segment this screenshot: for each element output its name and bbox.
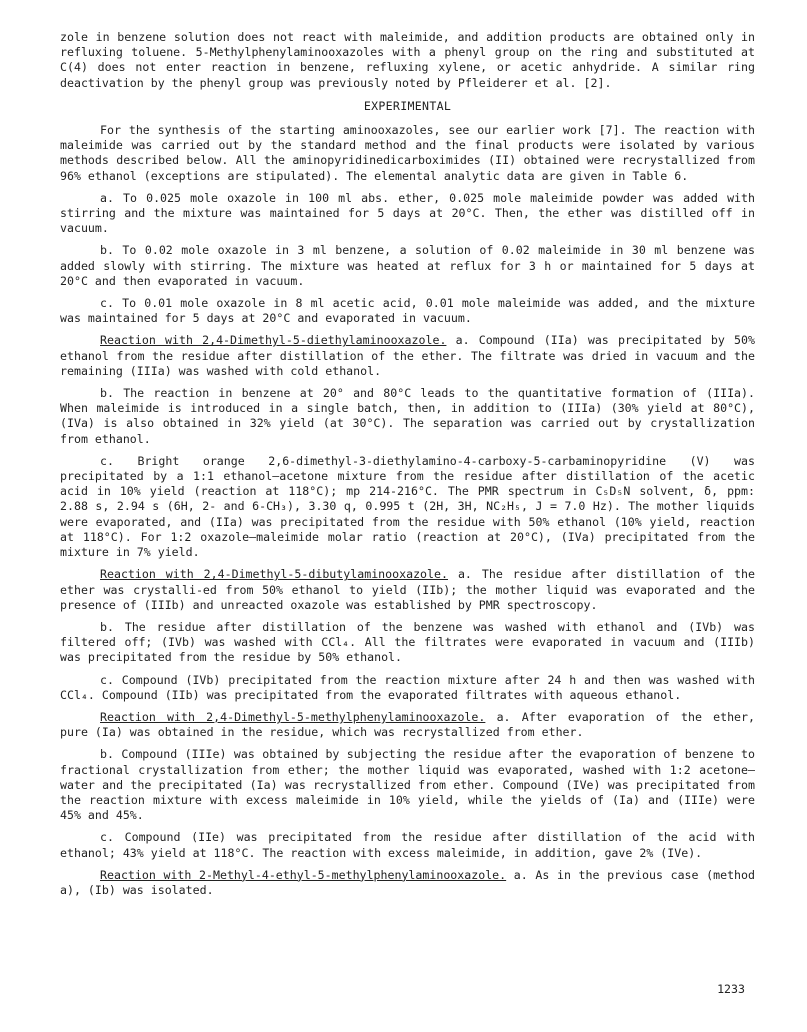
method-a-paragraph: a. To 0.025 mole oxazole in 100 ml abs. ether, 0.025 mole maleimide powder was added with stirring and the mixture was maintained for 5 days at 20°C. Then, the ether was distilled off in vacuum. [60,190,755,236]
method-b-paragraph: b. To 0.02 mole oxazole in 3 ml benzene, a solution of 0.02 maleimide in 30 ml benzene was added slowly with stirring. The mixture was heated at reflux for 3 h or maintained for 5 days at 20°C and then evaporated in vacuum. [60,243,755,288]
synthesis-paragraph: For the synthesis of the starting aminooxazoles, see our earlier work [7]. The reaction with maleimide was carried out by the standard method and the final products were isolated by various methods described below. All the aminopyridinedicarboximides (II) obtained were recrystallized from 96% ethanol (exceptions are stipulated). The elemental analytic data are given in Table 6. [60,123,755,183]
methylphenylamino-a-paragraph [60,710,755,740]
diethylamino-subheading: Reaction with 2,4-Dimethyl-5-diethylaminooxazole. [100,333,447,348]
ethyl-methylphenylamino-subheading: Reaction with 2-Methyl-4-ethyl-5-methylphenylaminooxazole. [100,867,507,882]
dibutylamino-b-paragraph: b. The residue after distillation of the benzene was washed with ethanol and (IVb) was filtered off; (IVb) was washed with CCl₄. All the filtrates were evaporated in vacuum and (IIIb) was precipitated from the residue by 50% ethanol. [60,619,755,665]
diethylamino-c-paragraph: c. Bright orange 2,6-dimethyl-3-diethylamino-4-carboxy-5-carbaminopyridine (V) was precipitated by a 1:1 ethanol—acetone mixture from the residue after distillation of the acetic acid in 10% yield (reaction at 118°C); mp 214-216°C. The PMR spectrum in C₅D₅N solvent, δ, ppm: 2.88 s, 2.94 s (6H, 2- and 6-CH₃), 3.30 q, 0.995 t (2H, 3H, NC₂H₅, J = 7.0 Hz). The mother liquids were evaporated, and (IIa) was precipitated from the residue with 50% ethanol (10% yield, reaction at 118°C). For 1:2 oxazole—maleimide molar ratio (reaction at 20°C), (IVa) precipitated from the mixture in 7% yield. [60,453,755,560]
dibutylamino-subheading: Reaction with 2,4-Dimethyl-5-dibutylaminooxazole. [100,567,448,582]
dibutylamino-a-text: a. The residue after distillation of the ether was crystalli-ed from 50% ethanol to yield (IIb); the mother liquid was evaporated and the presence of (IIIb) and unreacted oxazole was established by PMR spectroscopy. [60,567,756,612]
dibutylamino-a-paragraph [60,567,755,613]
intro-paragraph: zole in benzene solution does not react with maleimide, and addition products are obtained only in refluxing toluene. 5-Methylphenylaminooxazoles with a phenyl group on the ring and substituted at C(4) does not enter reaction in benzene, refluxing xylene, or acetic anhydride. A similar ring deactivation by the phenyl group was previously noted by Pfleiderer et al. [2]. [60,30,755,90]
section-heading: EXPERIMENTAL [363,98,452,113]
dibutylamino-c-paragraph: c. Compound (IVb) precipitated from the reaction mixture after 24 h and then was washed with CCl₄. Compound (IIb) was precipitated from the evaporated filtrates with aqueous ethanol. [60,672,755,702]
diethylamino-b-paragraph: b. The reaction in benzene at 20° and 80°C leads to the quantitative formation of (IIIa). When maleimide is introduced in a single batch, then, in addition to (IIIa) (30% yield at 80°C), (IVa) is also obtained in 32% yield (at 30°C). The separation was carried out by crystallization from ethanol. [60,386,755,446]
methylphenylamino-subheading: Reaction with 2,4-Dimethyl-5-methylphenylaminooxazole. [100,709,486,724]
methylphenylamino-a-text: a. After evaporation of the ether, pure (Ia) was obtained in the residue, which was recrystallized from ether. [60,709,756,740]
methylphenylamino-b-paragraph: b. Compound (IIIe) was obtained by subjecting the residue after the evaporation of benzene to fractional crystallization from ether; the mother liquid was evaporated, washed with 1:2 acetone—water and the precipitated (Ia) was recrystallized from ether. Compound (IVe) was precipitated from the reaction mixture with excess maleimide in 10% yield, while the yields of (Ia) and (IIIe) were 45% and 45%. [60,747,755,823]
method-c-paragraph: c. To 0.01 mole oxazole in 8 ml acetic acid, 0.01 mole maleimide was added, and the mixture was maintained for 5 days at 20°C and evaporated in vacuum. [60,296,755,326]
ethyl-methylphenylamino-a-text: a. As in the previous case (method a), (Ib) was isolated. [60,867,755,897]
methylphenylamino-c-paragraph: c. Compound (IIe) was precipitated from the residue after distillation of the acid with ethanol; 43% yield at 118°C. The reaction with excess maleimide, in addition, gave 2% (IVe). [60,830,755,860]
diethylamino-a-text: a. Compound (IIa) was precipitated by 50% ethanol from the residue after distillation of the ether. The filtrate was dried in vacuum and the remaining (IIIa) was washed with cold ethanol. [60,333,755,378]
diethylamino-a-paragraph [60,333,755,379]
page-number: 1233 [717,982,745,996]
ethyl-methylphenylamino-paragraph [60,868,755,898]
